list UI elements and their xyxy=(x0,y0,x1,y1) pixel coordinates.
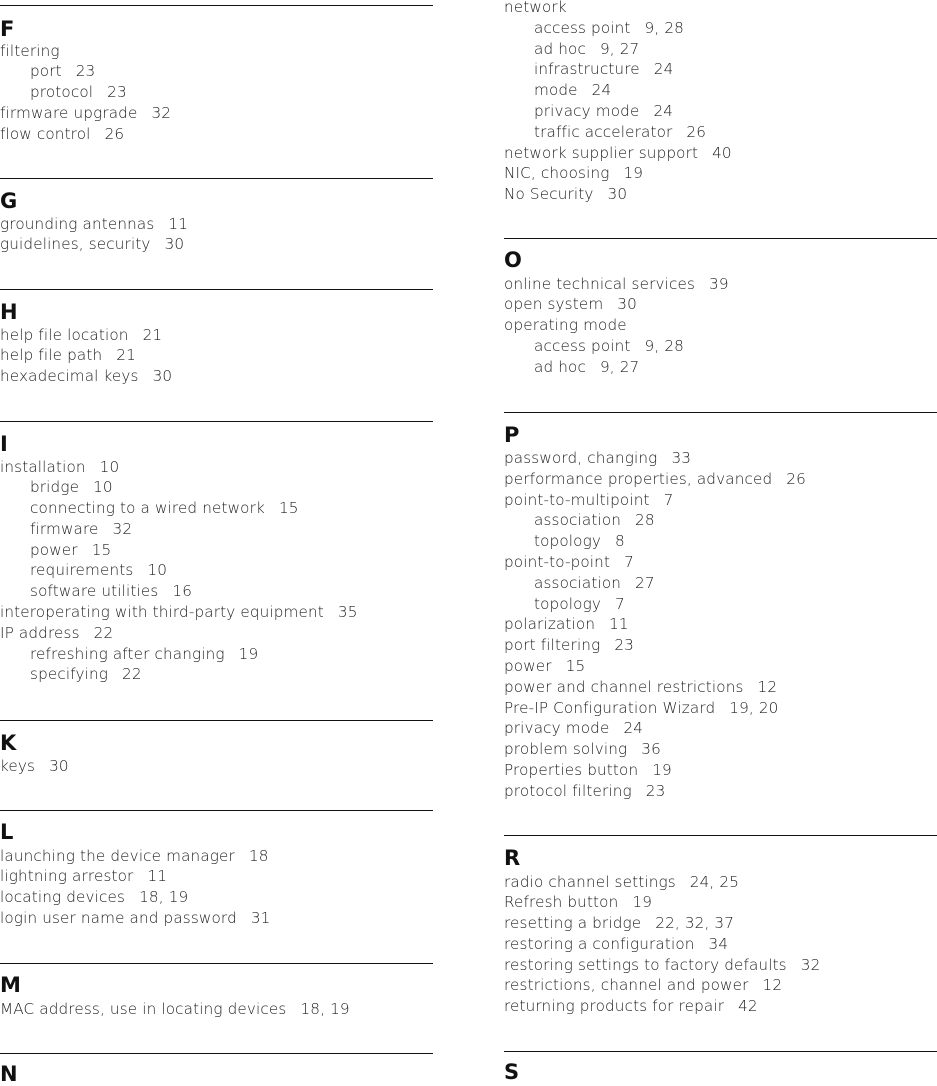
index-term: firmware upgrade xyxy=(0,103,138,122)
index-subentry xyxy=(504,122,732,143)
page-references: 9, 28 xyxy=(644,18,684,37)
page-references: 16 xyxy=(172,582,193,601)
index-entry xyxy=(504,448,806,469)
index-entry xyxy=(0,866,271,887)
section-divider xyxy=(0,963,433,964)
section-letter: P xyxy=(504,423,520,447)
index-term: infrastructure xyxy=(534,60,640,79)
page-references: 39 xyxy=(709,274,729,293)
index-subentry xyxy=(504,573,806,594)
section-entries xyxy=(0,41,171,145)
section-entries xyxy=(504,274,729,378)
index-subentry xyxy=(504,101,732,122)
index-term: access point xyxy=(534,18,631,37)
page-references: 34 xyxy=(708,934,729,953)
page-references: 35 xyxy=(337,603,358,622)
index-term: firmware xyxy=(30,519,99,538)
index-entry xyxy=(504,934,820,955)
index-subentry xyxy=(504,59,732,80)
section-letter: G xyxy=(0,189,18,213)
index-term: password, changing xyxy=(504,449,658,467)
section-letter: O xyxy=(504,248,522,272)
section-entries xyxy=(504,872,820,1018)
index-entry xyxy=(504,552,806,573)
index-entry xyxy=(504,163,732,184)
page-references: 24, 25 xyxy=(689,872,740,891)
page-references: 24 xyxy=(623,719,644,738)
index-term: mode xyxy=(534,81,578,100)
index-entry xyxy=(504,184,732,205)
page-references: 11 xyxy=(147,867,168,886)
page-references: 21 xyxy=(116,346,136,365)
index-term: radio channel settings xyxy=(504,872,676,891)
page-references: 9, 27 xyxy=(599,357,640,376)
index-entry xyxy=(504,315,729,336)
section-letter: I xyxy=(0,432,8,456)
section-divider xyxy=(504,412,937,413)
page-references: 22 xyxy=(122,665,142,684)
index-term: protocol filtering xyxy=(504,781,632,800)
page-references: 9, 27 xyxy=(599,39,640,58)
page-references: 30 xyxy=(152,367,173,386)
index-term: ad hoc xyxy=(534,357,586,376)
index-entry xyxy=(504,996,820,1017)
index-term: lightning arrestor xyxy=(0,867,134,886)
index-term: power xyxy=(30,540,78,559)
section-letter: N xyxy=(0,1062,18,1086)
index-term: protocol xyxy=(30,83,94,102)
page-references: 23 xyxy=(75,62,96,81)
section-entries xyxy=(0,999,350,1020)
index-term: restoring settings to factory defaults xyxy=(504,955,787,974)
index-entry xyxy=(504,274,729,295)
index-entry xyxy=(0,756,69,777)
page-references: 21 xyxy=(142,325,163,344)
index-entry xyxy=(504,143,732,164)
page-references: 19 xyxy=(623,164,644,183)
page-references: 30 xyxy=(164,235,185,254)
page-references: 42 xyxy=(738,997,758,1016)
section-letter: L xyxy=(0,820,14,844)
index-entry xyxy=(504,0,732,18)
index-term: privacy mode xyxy=(504,719,610,738)
page-references: 19, 20 xyxy=(729,698,779,717)
index-subentry xyxy=(0,664,358,685)
index-subentry xyxy=(504,336,729,357)
index-term: point-to-point xyxy=(504,552,611,571)
index-entry xyxy=(0,887,271,908)
index-term: association xyxy=(534,573,622,592)
section-divider xyxy=(0,5,433,6)
index-term: ad hoc xyxy=(534,39,586,58)
page-references: 28 xyxy=(635,511,655,530)
index-entry xyxy=(0,366,172,387)
page-references: 30 xyxy=(617,295,637,314)
section-divider xyxy=(0,421,433,422)
page-references: 23 xyxy=(645,781,666,800)
index-term: returning products for repair xyxy=(504,997,725,1016)
index-entry xyxy=(0,846,271,867)
section-entries xyxy=(0,325,172,387)
index-subentry xyxy=(0,581,358,602)
index-subentry xyxy=(504,18,732,39)
index-term: requirements xyxy=(30,561,134,580)
index-entry xyxy=(504,656,806,677)
index-term: grounding antennas xyxy=(0,214,155,233)
index-entry xyxy=(504,913,820,934)
page-references: 23 xyxy=(107,83,127,102)
index-entry xyxy=(0,345,172,366)
page-references: 10 xyxy=(147,561,168,580)
index-term: MAC address, use in locating devices xyxy=(0,999,287,1018)
page-references: 18, 19 xyxy=(300,999,350,1018)
page-references: 31 xyxy=(250,908,271,927)
index-term: refreshing after changing xyxy=(30,644,225,663)
index-entry xyxy=(504,781,806,802)
index-term: keys xyxy=(0,756,36,775)
index-subentry xyxy=(0,61,171,82)
index-subentry xyxy=(0,644,358,665)
index-term: IP address xyxy=(0,623,80,642)
section-letter: F xyxy=(0,17,15,41)
index-entry xyxy=(0,325,172,346)
index-term: software utilities xyxy=(30,582,159,601)
index-subentry xyxy=(0,540,358,561)
index-entry xyxy=(504,718,806,739)
index-term: resetting a bridge xyxy=(504,914,642,933)
index-term: locating devices xyxy=(0,888,126,907)
page-references: 26 xyxy=(104,124,125,143)
index-entry xyxy=(504,294,729,315)
index-term: Properties button xyxy=(504,760,639,779)
index-term: port filtering xyxy=(504,636,601,655)
section-divider xyxy=(504,1051,937,1052)
index-term: traffic accelerator xyxy=(534,122,673,141)
section-entries xyxy=(0,214,188,256)
index-entry xyxy=(0,103,171,124)
index-entry xyxy=(0,623,358,644)
page-references: 27 xyxy=(635,573,655,592)
index-subentry xyxy=(504,39,732,60)
index-term: polarization xyxy=(504,615,596,634)
index-term: Refresh button xyxy=(504,893,619,912)
page-references: 30 xyxy=(49,756,69,775)
page-references: 19 xyxy=(652,760,672,779)
index-entry xyxy=(0,999,350,1020)
page-references: 10 xyxy=(93,478,113,497)
page-references: 30 xyxy=(607,185,628,204)
index-term: guidelines, security xyxy=(0,235,151,254)
index-entry xyxy=(504,469,806,490)
page-references: 18, 19 xyxy=(139,888,189,907)
index-term: login user name and password xyxy=(0,908,237,927)
index-term: installation xyxy=(0,457,86,476)
index-subentry xyxy=(504,531,806,552)
index-subentry xyxy=(504,357,729,378)
page-references: 11 xyxy=(168,214,189,233)
page-references: 26 xyxy=(786,469,806,488)
page-references: 11 xyxy=(609,615,629,634)
index-entry xyxy=(0,457,358,478)
page-references: 7 xyxy=(624,552,634,571)
index-term: No Security xyxy=(504,185,594,204)
page-references: 19 xyxy=(238,644,259,663)
index-term: restoring a configuration xyxy=(504,934,695,953)
index-term: online technical services xyxy=(504,274,696,293)
section-letter: M xyxy=(0,973,21,997)
index-term: problem solving xyxy=(504,740,628,759)
page-references: 15 xyxy=(91,540,112,559)
section-divider xyxy=(504,835,937,836)
index-term: port xyxy=(30,62,62,81)
index-term: help file path xyxy=(0,346,103,365)
index-entry xyxy=(504,635,806,656)
index-term: association xyxy=(534,511,622,530)
index-term: performance properties, advanced xyxy=(504,469,773,488)
section-divider xyxy=(0,289,433,290)
index-subentry xyxy=(504,594,806,615)
page-references: 19 xyxy=(632,893,653,912)
index-term: connecting to a wired network xyxy=(30,499,265,518)
section-letter: S xyxy=(504,1060,520,1084)
section-entries xyxy=(504,0,732,205)
page-references: 9, 28 xyxy=(644,336,684,355)
page-references: 10 xyxy=(99,457,120,476)
page-references: 15 xyxy=(278,499,299,518)
index-term: topology xyxy=(534,532,601,551)
page-references: 12 xyxy=(762,976,783,995)
section-entries xyxy=(0,457,358,686)
section-entries xyxy=(0,756,69,777)
index-entry xyxy=(504,698,806,719)
section-entries xyxy=(504,448,806,802)
page-references: 8 xyxy=(615,532,625,551)
section-divider xyxy=(0,1053,433,1054)
index-subentry xyxy=(0,519,358,540)
section-divider xyxy=(0,810,433,811)
index-entry xyxy=(504,490,806,511)
page-references: 32 xyxy=(151,103,172,122)
index-term: network xyxy=(504,0,567,16)
index-term: bridge xyxy=(30,478,80,497)
index-term: access point xyxy=(534,336,631,355)
index-subentry xyxy=(0,477,358,498)
index-entry xyxy=(0,124,171,145)
page-references: 22, 32, 37 xyxy=(655,914,735,933)
page-references: 15 xyxy=(565,656,586,675)
index-term: power xyxy=(504,656,552,675)
index-entry xyxy=(504,872,820,893)
page-references: 12 xyxy=(757,677,778,696)
index-term: help file location xyxy=(0,325,129,344)
index-entry xyxy=(0,214,188,235)
page-references: 24 xyxy=(591,81,612,100)
index-entry xyxy=(0,41,171,62)
page-references: 33 xyxy=(671,449,692,467)
page-references: 40 xyxy=(712,143,732,162)
index-term: interoperating with third-party equipment xyxy=(0,603,324,622)
index-term: open system xyxy=(504,295,604,314)
section-letter: H xyxy=(0,300,18,324)
index-entry xyxy=(504,614,806,635)
index-term: operating mode xyxy=(504,316,627,335)
page-references: 22 xyxy=(93,623,114,642)
page-references: 7 xyxy=(663,490,674,509)
section-divider xyxy=(0,720,433,721)
page-references: 36 xyxy=(641,740,661,759)
index-term: network supplier support xyxy=(504,143,699,162)
section-letter: R xyxy=(504,846,521,870)
index-subentry xyxy=(0,498,358,519)
index-term: launching the device manager xyxy=(0,846,235,865)
page-references: 7 xyxy=(615,594,625,613)
index-term: privacy mode xyxy=(534,101,640,120)
index-term: specifying xyxy=(30,665,108,684)
index-subentry xyxy=(504,80,732,101)
page-references: 32 xyxy=(112,519,133,538)
index-term: NIC, choosing xyxy=(504,164,610,183)
index-term: power and channel restrictions xyxy=(504,677,744,696)
section-entries xyxy=(0,846,271,929)
index-entry xyxy=(504,975,820,996)
page-references: 32 xyxy=(800,955,821,974)
section-letter: K xyxy=(0,731,17,755)
page-references: 26 xyxy=(686,122,707,141)
index-entry xyxy=(504,955,820,976)
page-references: 24 xyxy=(653,101,674,120)
index-entry xyxy=(0,602,358,623)
index-entry xyxy=(504,760,806,781)
index-subentry xyxy=(504,510,806,531)
index-entry xyxy=(504,677,806,698)
index-entry xyxy=(504,892,820,913)
index-term: hexadecimal keys xyxy=(0,367,139,386)
index-entry xyxy=(504,739,806,760)
page-references: 18 xyxy=(248,846,269,865)
index-subentry xyxy=(0,560,358,581)
index-term: filtering xyxy=(0,41,60,60)
index-term: Pre-IP Configuration Wizard xyxy=(504,698,716,717)
section-divider xyxy=(504,238,937,239)
index-entry xyxy=(0,908,271,929)
index-subentry xyxy=(0,82,171,103)
index-term: topology xyxy=(534,594,601,613)
index-term: flow control xyxy=(0,124,91,143)
index-entry xyxy=(0,234,188,255)
section-divider xyxy=(0,178,433,179)
index-term: restrictions, channel and power xyxy=(504,976,749,995)
index-term: point-to-multipoint xyxy=(504,490,650,509)
page-references: 23 xyxy=(614,636,634,655)
page-references: 24 xyxy=(653,60,674,79)
